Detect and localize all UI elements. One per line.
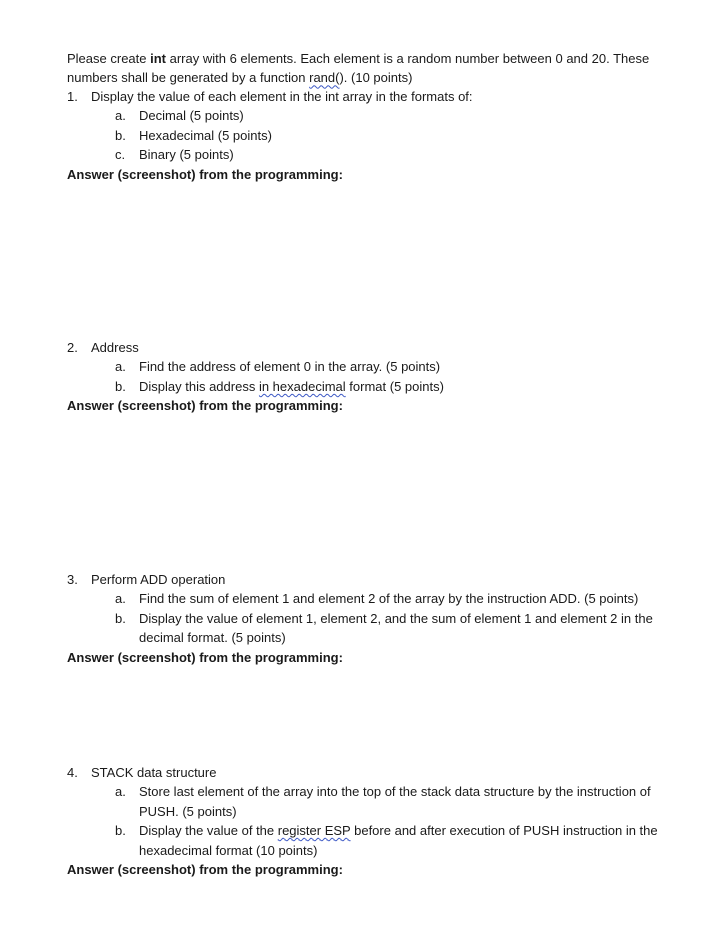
question-3-title xyxy=(67,570,687,589)
item-text: Find the address of element 0 in the array. (5 points) xyxy=(139,359,441,375)
question-title: Perform ADD operation xyxy=(91,572,226,587)
question-number: 3. xyxy=(67,572,78,587)
question-3-item-b xyxy=(67,609,687,648)
intro-text-cont: array with 6 elements. Each element is a random number between 0 and 20. These xyxy=(166,51,650,66)
item-letter: c. xyxy=(115,147,126,163)
intro-line-1 xyxy=(67,49,687,68)
intro-text: Please create xyxy=(67,51,151,66)
question-number: 1. xyxy=(67,89,78,104)
item-letter: b. xyxy=(115,610,126,626)
item-text-cont: format (5 points) xyxy=(345,378,444,394)
question-2 xyxy=(67,338,687,416)
item-letter: a. xyxy=(115,591,126,607)
item-letter: b. xyxy=(115,378,126,394)
rand-function: rand( xyxy=(309,70,340,86)
question-1 xyxy=(67,87,687,184)
item-text: Decimal (5 points) xyxy=(139,108,244,124)
question-2-item-b xyxy=(67,377,687,396)
question-2-item-a xyxy=(67,357,687,376)
question-1-item-c xyxy=(67,145,687,164)
hexadecimal-term: in hexadecimal xyxy=(258,378,346,394)
item-text: Find the sum of element 1 and element 2 of the array by the instruction ADD. (5 points) xyxy=(139,591,639,607)
question-title: Address xyxy=(91,340,139,355)
intro-text-2: numbers shall be generated by a function xyxy=(67,70,310,86)
question-4 xyxy=(67,763,687,879)
intro-paragraph xyxy=(67,49,687,88)
question-number: 4. xyxy=(67,765,78,780)
item-text: Display this address xyxy=(139,378,259,394)
item-text-line-2: decimal format. (5 points) xyxy=(139,630,286,646)
item-text-cont: before and after execution of PUSH instruction in the xyxy=(350,823,658,839)
intro-points: ). (10 points) xyxy=(339,70,413,86)
question-3-item-a xyxy=(67,589,687,608)
item-text: Display the value of the xyxy=(139,823,278,839)
item-letter: a. xyxy=(115,108,126,124)
question-title: STACK data structure xyxy=(91,765,217,780)
question-2-title xyxy=(67,338,687,357)
item-text-line-2: hexadecimal format (10 points) xyxy=(139,842,318,858)
item-text: Binary (5 points) xyxy=(139,147,234,163)
question-1-item-a xyxy=(67,106,687,125)
question-4-item-b xyxy=(67,821,687,860)
answer-label-4: Answer (screenshot) from the programming: xyxy=(67,862,343,878)
question-3 xyxy=(67,570,687,667)
item-letter: b. xyxy=(115,127,126,143)
question-1-item-b xyxy=(67,126,687,145)
item-letter: a. xyxy=(115,359,126,375)
register-esp-term: register ESP xyxy=(277,823,351,839)
item-text-line-2: PUSH. (5 points) xyxy=(139,803,237,819)
question-title: Display the value of each element in the int array in the formats of: xyxy=(91,89,473,104)
item-text: Hexadecimal (5 points) xyxy=(139,127,272,143)
question-4-title xyxy=(67,763,687,782)
item-letter: a. xyxy=(115,784,126,800)
answer-label-3: Answer (screenshot) from the programming: xyxy=(67,649,343,665)
item-text: Store last element of the array into the top of the stack data structure by the instruction of xyxy=(139,784,651,800)
item-text: Display the value of element 1, element 2, and the sum of element 1 and element 2 in the xyxy=(139,610,653,626)
intro-line-2 xyxy=(67,68,687,87)
question-number: 2. xyxy=(67,340,78,355)
answer-label-1: Answer (screenshot) from the programming: xyxy=(67,166,343,182)
answer-label-2: Answer (screenshot) from the programming: xyxy=(67,398,343,414)
question-1-title xyxy=(67,87,687,106)
item-letter: b. xyxy=(115,823,126,839)
int-keyword: int xyxy=(150,51,166,66)
question-4-item-a xyxy=(67,782,687,821)
